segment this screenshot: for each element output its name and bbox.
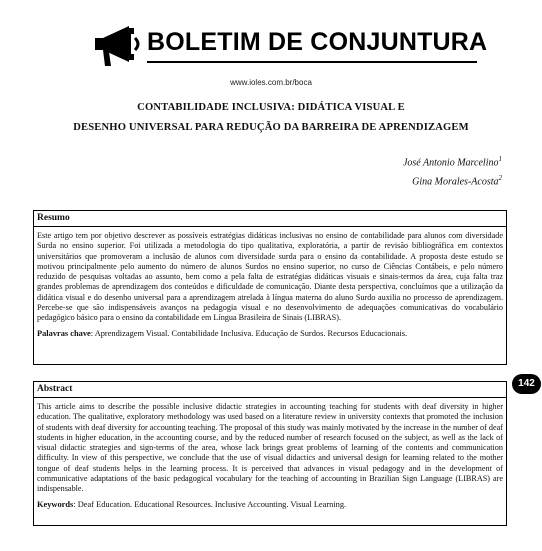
abstract-keywords-label: Keywords — [37, 499, 74, 509]
abstract-box — [33, 381, 507, 526]
journal-url[interactable]: www.ioles.com.br/boca — [230, 78, 312, 87]
article-title — [40, 98, 502, 138]
journal-header — [0, 0, 542, 95]
resumo-box — [33, 210, 507, 365]
abstract-heading: Abstract — [34, 382, 506, 398]
article-title-line-2: DESENHO UNIVERSAL PARA REDUÇÃO DA BARREIRA DE APRENDIZAGEM — [73, 122, 469, 133]
megaphone-icon — [93, 24, 143, 68]
author-footnote-ref[interactable]: 1 — [498, 155, 502, 163]
author-name: José Antonio Marcelino — [402, 157, 499, 169]
author-name: Gina Morales-Acosta — [412, 176, 499, 188]
abstract-body: This article aims to describe the possible inclusive didactic strategies in accounting teaching for students with deaf diversity in higher education. The qualitative, exploratory methodology was used based on a literature review in university contexts that promoted the inclusion of students with deaf diversity for accounting teaching. The proposal of this study was mainly motivated by the increase in the number of deaf students in higher education, in the accounting course, and by the reduced number of research focused on the subject, as well as the lack of visual didactic strategies and sign-terms of the area, whose lack brings great problems of learning of the contents and communication difficulty. In view of this perspective, we conclude that the use of visual didactics and universal design for learning related to the mother tongue of deaf students helps in the learning process. It is perceived that advances in visual pedagogy and in the development of communicative adaptations of the basic pedagogical vocabulary for the teaching of accounting in Brazilian Sign Language (LIBRAS) are indispensable. — [37, 402, 503, 494]
resumo-heading: Resumo — [34, 211, 506, 227]
page-number-badge: 142 — [512, 374, 541, 394]
author-1 — [403, 155, 502, 168]
header-rule — [147, 61, 477, 63]
resumo-body: Este artigo tem por objetivo descrever as possíveis estratégias didáticas inclusivas no ensino de contabilidade para alunos com diversidade Surda no ensino superior. Foi utilizada a metodologia do tipo qualitativa, exploratória, a partir de revisão bibliográfica em contextos universitários que promoveram a inclusão de alunos com diversidade surda para o ensino da contabilidade. A proposta deste estudo se motivou principalmente pelo aumento do número de alunos Surdos no ensino superior, no curso de Ciências Contábeis, e pelo número reduzido de pesquisas voltadas ao assunto, bem como a pela falta de estratégias didáticas visuais e sinais-termos da área, cuja falta traz grandes problemas de aprendizagem dos conteúdos e dificuldade de comunicação. Diante desta perspectiva, concluímos que a utilização da didática visual e do desenho universal para a aprendizagem atrelada à língua materna do aluno Surdo auxilia no processo de aprendizagem. Percebe-se que são indispensáveis avanços na pedagogia visual e no desenvolvimento de adequações comunicativas do vocabulário pedagógico básico para o ensino da contabilidade em Língua Brasileira de Sinais (LIBRAS). — [37, 231, 503, 323]
author-2 — [412, 174, 502, 187]
resumo-keywords — [34, 324, 506, 339]
author-footnote-ref[interactable]: 2 — [498, 174, 502, 182]
resumo-keywords-list: : Aprendizagem Visual. Contabilidade Inclusiva. Educação de Surdos. Recursos Educacionais. — [90, 328, 408, 338]
article-title-line-1: CONTABILIDADE INCLUSIVA: DIDÁTICA VISUAL E — [137, 102, 405, 113]
resumo-keywords-label: Palavras chave — [37, 328, 91, 338]
abstract-keywords — [34, 495, 506, 510]
journal-title: BOLETIM DE CONJUNTURA — [147, 28, 488, 56]
abstract-keywords-list: : Deaf Education. Educational Resources. Inclusive Accounting. Visual Learning. — [73, 499, 347, 509]
